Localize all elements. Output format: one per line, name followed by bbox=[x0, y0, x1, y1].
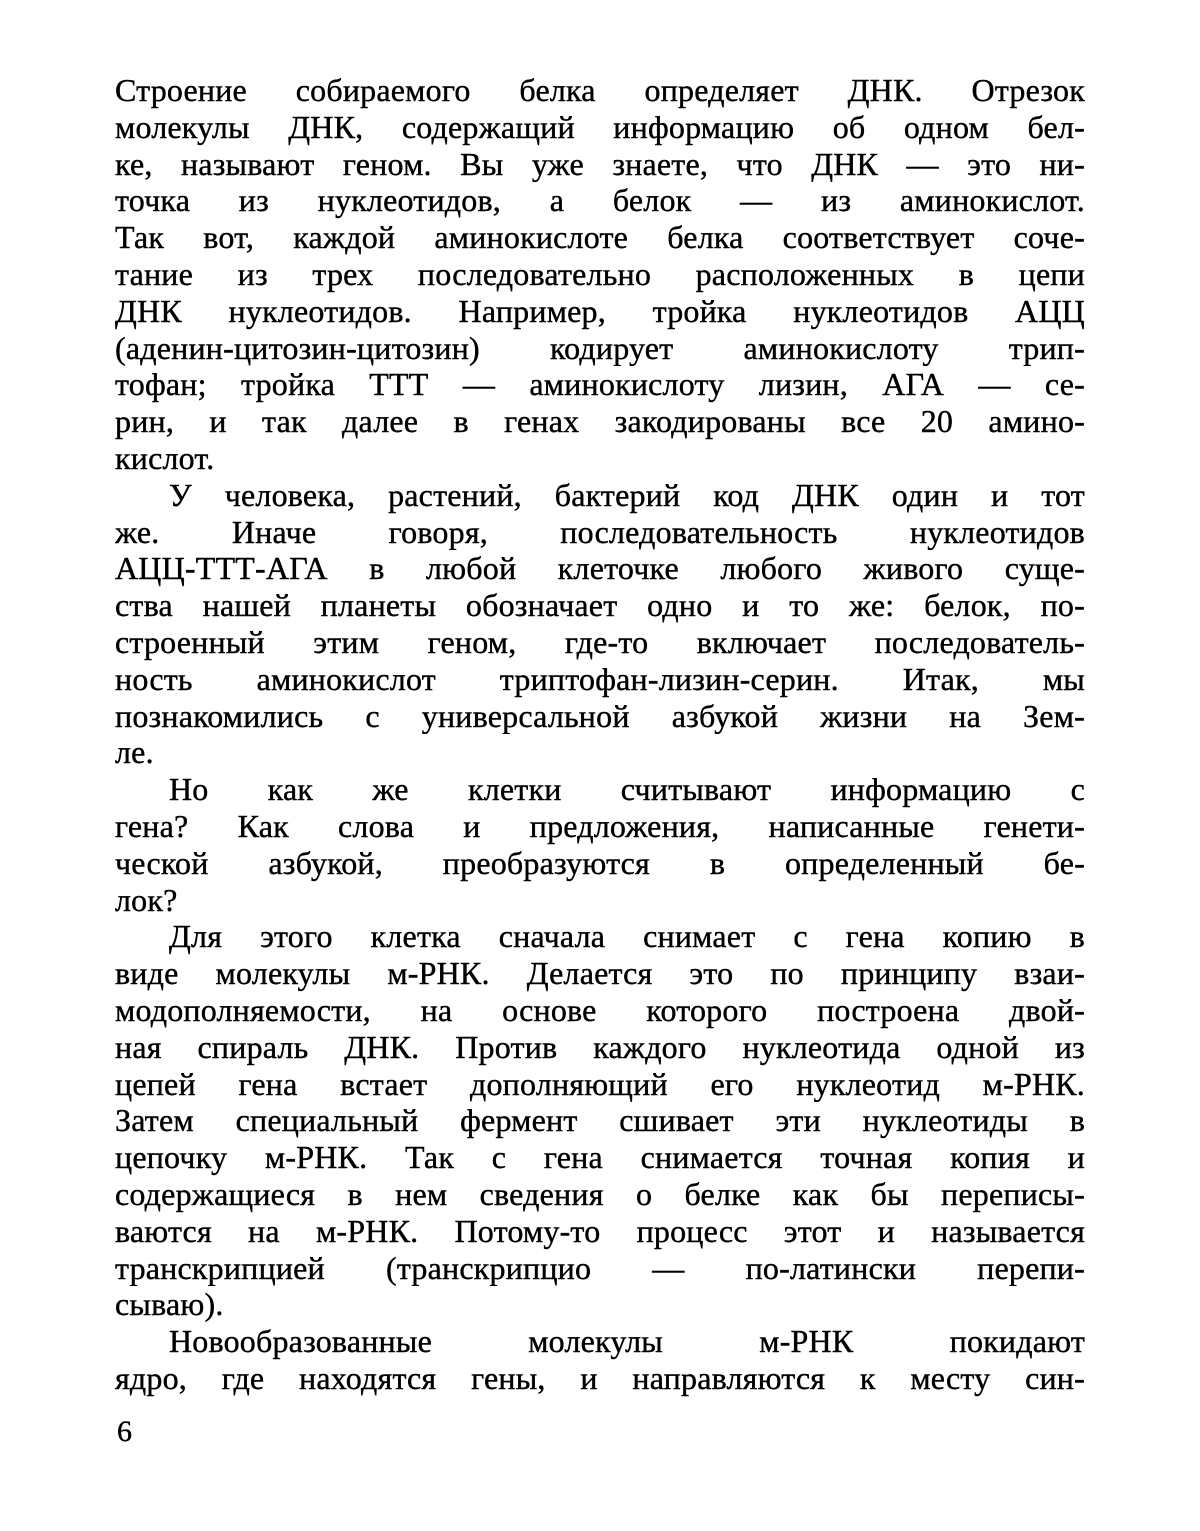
text-line: Затем специальный фермент сшивает эти нуклеотиды в bbox=[115, 1102, 1085, 1139]
text-line: Для этого клетка сначала снимает с гена копию в bbox=[169, 918, 1085, 955]
paragraph bbox=[115, 72, 1085, 477]
text-line: строенный этим геном, где-то включает последователь- bbox=[115, 623, 1085, 660]
text-line: цепей гена встает дополняющий его нуклеотид м-РНК. bbox=[115, 1065, 1085, 1102]
text-line: У человека, растений, бактерий код ДНК один и тот bbox=[169, 476, 1085, 513]
text-line: ле. bbox=[115, 734, 154, 771]
text-line: ке, называют геном. Вы уже знаете, что ДНК — это ни- bbox=[115, 145, 1085, 182]
text-line: транскрипцией (транскрипцио — по-латински перепи- bbox=[115, 1249, 1085, 1286]
text-line: содержащиеся в нем сведения о белке как бы переписы- bbox=[115, 1175, 1085, 1212]
text-line: ДНК нуклеотидов. Например, тройка нуклеотидов АЦЦ bbox=[115, 292, 1085, 329]
text-line: рин, и так далее в генах закодированы все 20 амино- bbox=[115, 403, 1085, 440]
text-line: Строение собираемого белка определяет ДНК. Отрезок bbox=[115, 72, 1085, 108]
text-line: ность аминокислот триптофан-лизин-серин. Итак, мы bbox=[115, 660, 1085, 697]
text-line: точка из нуклеотидов, а белок — из аминокислот. bbox=[115, 182, 1085, 219]
text-line: ная спираль ДНК. Против каждого нуклеотида одной из bbox=[115, 1028, 1085, 1065]
text-line: цепочку м-РНК. Так с гена снимается точная копия и bbox=[115, 1139, 1085, 1176]
text-line: ческой азбукой, преобразуются в определенный бе- bbox=[115, 844, 1085, 881]
text-line: же. Иначе говоря, последовательность нуклеотидов bbox=[115, 513, 1085, 550]
paragraph bbox=[115, 1323, 1085, 1397]
text-line: кислот. bbox=[115, 439, 215, 476]
text-line: лок? bbox=[115, 881, 178, 918]
text-line: молекулы ДНК, содержащий информацию об одном бел- bbox=[115, 108, 1085, 145]
text-line: сываю). bbox=[115, 1286, 224, 1323]
text-line: ства нашей планеты обозначает одно и то же: белок, по- bbox=[115, 587, 1085, 624]
paragraph bbox=[115, 477, 1085, 771]
paragraph bbox=[115, 918, 1085, 1323]
text-line: познакомились с универсальной азбукой жизни на Зем- bbox=[115, 697, 1085, 734]
paragraph bbox=[115, 771, 1085, 918]
text-line: модополняемости, на основе которого построена двой- bbox=[115, 991, 1085, 1028]
text-line: (аденин-цитозин-цитозин) кодирует аминокислоту трип- bbox=[115, 329, 1085, 366]
text-line: Но как же клетки считывают информацию с bbox=[169, 771, 1085, 808]
page-number: 6 bbox=[117, 1415, 132, 1448]
text-line: гена? Как слова и предложения, написанные генети- bbox=[115, 807, 1085, 844]
text-line: ваются на м-РНК. Потому-то процесс этот и называется bbox=[115, 1212, 1085, 1249]
text-line: тание из трех последовательно расположенных в цепи bbox=[115, 255, 1085, 292]
text-line: тофан; тройка ТТТ — аминокислоту лизин, АГА — се- bbox=[115, 366, 1085, 403]
text-line: Так вот, каждой аминокислоте белка соответствует соче- bbox=[115, 219, 1085, 256]
page-text-block bbox=[115, 72, 1085, 1397]
text-line: Новообразованные молекулы м-РНК покидают bbox=[169, 1323, 1085, 1360]
text-line: ядро, где находятся гены, и направляются к месту син- bbox=[115, 1359, 1085, 1396]
text-line: АЦЦ-ТТТ-АГА в любой клеточке любого живого суще- bbox=[115, 550, 1085, 587]
text-line: виде молекулы м-РНК. Делается это по принципу взаи- bbox=[115, 955, 1085, 992]
